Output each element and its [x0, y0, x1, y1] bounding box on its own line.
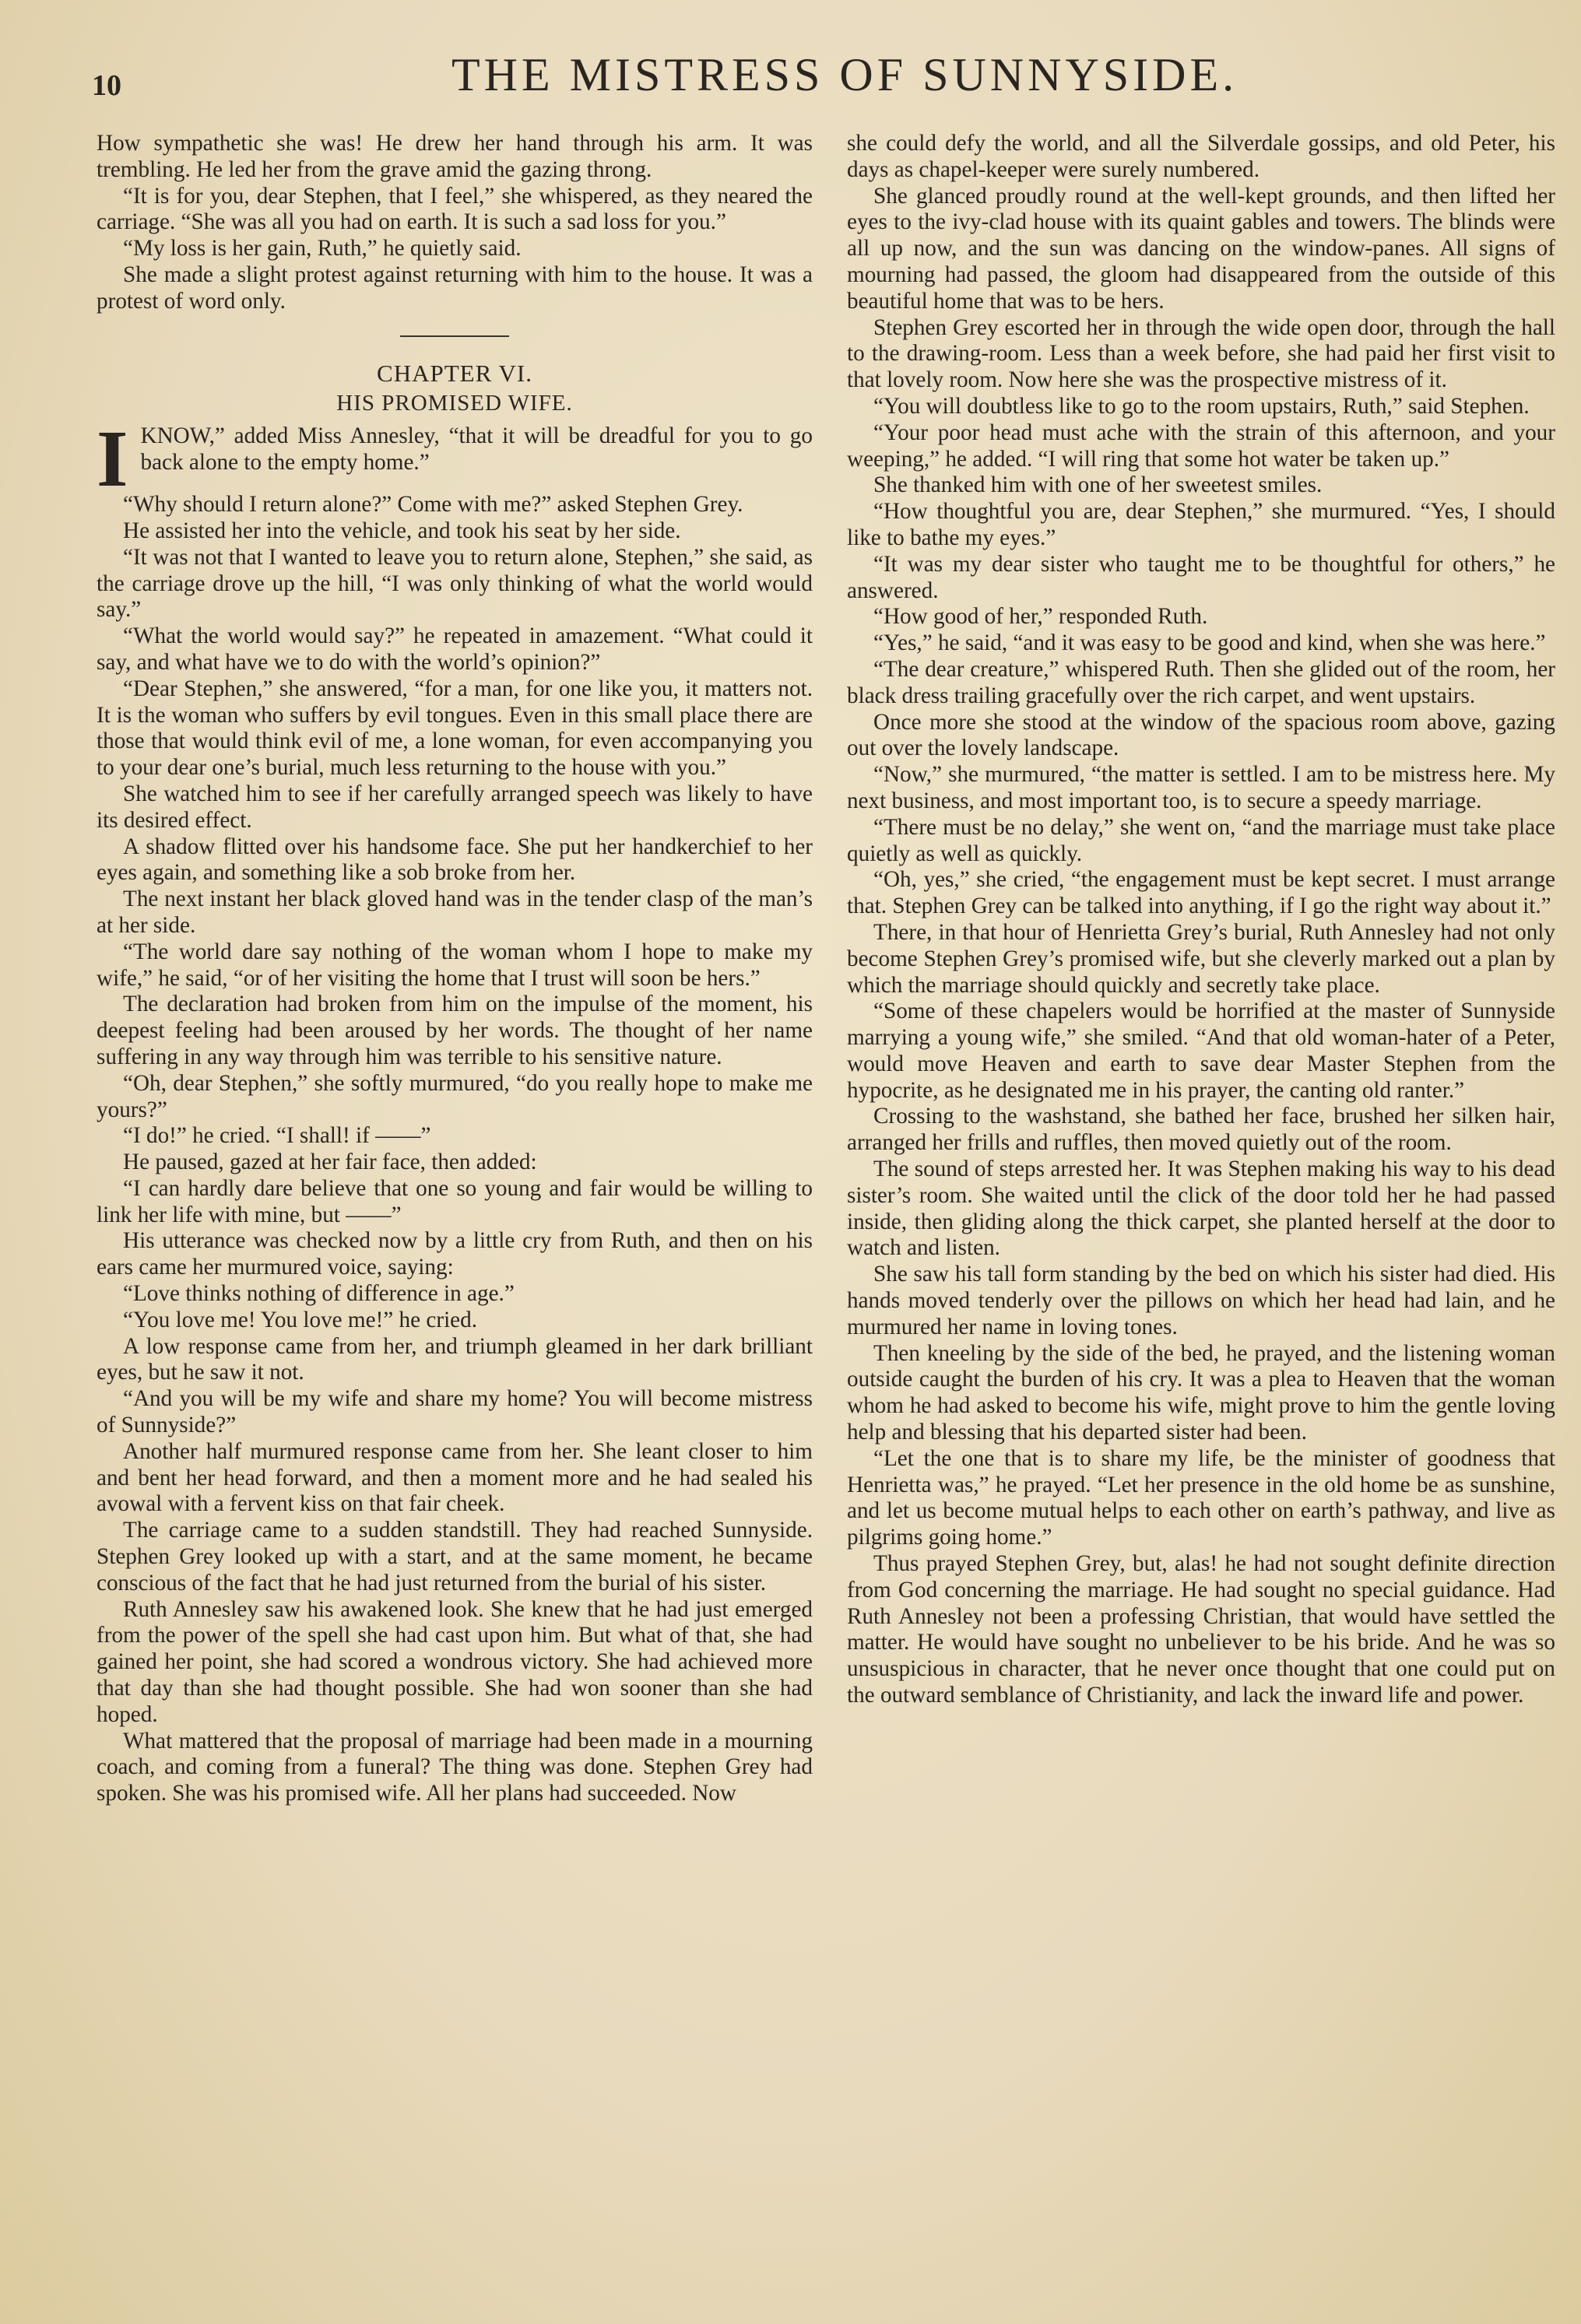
paragraph: The carriage came to a sudden standstill. They had reached Sunnyside. Stephen Grey looked up with a start, and at the same moment, he became conscious of the fact that he had just returned from the burial of his sister. [97, 1518, 813, 1596]
paragraph: “Oh, dear Stephen,” she softly murmured, “do you really hope to make me yours?” [97, 1070, 813, 1122]
chapter-number: CHAPTER VI. [377, 359, 532, 387]
paragraph: The declaration had broken from him on the impulse of the moment, his deepest feeling had been aroused by her words. The thought of her name suffering in any way through him was terrible to his sensitive nature. [97, 992, 813, 1069]
paragraph: “It was my dear sister who taught me to be thoughtful for others,” he answered. [847, 551, 1555, 603]
paragraph: “I can hardly dare believe that one so young and fair would be willing to link her life with mine, but ——” [97, 1175, 813, 1227]
paragraph: “The world dare say nothing of the woman whom I hope to make my wife,” he said, “or of her visiting the home that I trust will soon be hers.” [97, 939, 813, 991]
page-number: 10 [92, 69, 121, 102]
paragraph: “My loss is her gain, Ruth,” he quietly said. [123, 236, 522, 262]
paragraph: “Dear Stephen,” she answered, “for a man, for one like you, it matters not. It is the woman who suffers by evil tongues. Even in this small place there are those that would think evil of me, a lone woman, for even accompanying you to your dear one’s burial, much less returning to the house with you.” [97, 676, 813, 781]
paragraph: She watched him to see if her carefully arranged speech was likely to have its desired effect. [97, 781, 813, 833]
drop-cap: I [97, 423, 128, 493]
paragraph: She saw his tall form standing by the bed on which his sister had died. His hands moved tenderly over the pillows on which her head had lain, and he murmured her name in loving tones. [847, 1262, 1555, 1339]
paragraph: His utterance was checked now by a little cry from Ruth, and then on his ears came her murmured voice, saying: [97, 1228, 813, 1280]
paragraph: There, in that hour of Henrietta Grey’s burial, Ruth Annesley had not only become Stephen Grey’s promised wife, but she cleverly marked out a plan by which the marriage should quickly and secretly take place. [847, 919, 1555, 998]
paragraph: “It is for you, dear Stephen, that I feel,” she whispered, as they neared the carriage. “She was all you had on earth. It is such a sad loss for you.” [97, 183, 813, 235]
paragraph: Crossing to the washstand, she bathed her face, brushed her silken hair, arranged her frills and ruffles, then moved quietly out of the room. [847, 1104, 1555, 1156]
paragraph: She made a slight protest against returning with him to the house. It was a protest of word only. [97, 262, 813, 314]
paragraph: “You love me! You love me!” he cried. [123, 1307, 478, 1332]
paragraph: The sound of steps arrested her. It was Stephen making his way to his dead sister’s room. She waited until the click of the door told her he had passed inside, then gliding along the thick carpet, she planted herself at the door to watch and listen. [847, 1157, 1555, 1261]
paragraph: A low response came from her, and triumph gleamed in her dark brilliant eyes, but he saw it not. [97, 1333, 813, 1385]
paragraph: “There must be no delay,” she went on, “and the marriage must take place quietly as well as quickly. [847, 814, 1555, 866]
paragraph: He paused, gazed at her fair face, then added: [123, 1150, 537, 1175]
left-column [97, 131, 813, 1807]
paragraph: The next instant her black gloved hand was in the tender clasp of the man’s at her side. [97, 886, 813, 938]
right-paragraphs [847, 184, 1555, 1709]
paragraph: “Some of these chapelers would be horrified at the master of Sunnyside marrying a young wife,” she smiled. “And that old woman-hater of a Peter, would move Heaven and earth to save dear Master Stephen from the hypocrite, as he designated me in his prayer, the canting old ranter.” [847, 999, 1555, 1103]
paragraph: “Your poor head must ache with the strain of this afternoon, and your weeping,” he added. “I will ring that some hot water be taken up.” [847, 420, 1555, 472]
paragraph: What mattered that the proposal of marriage had been made in a mourning coach, and coming from a funeral? The thing was done. Stephen Grey had spoken. She was his promised wife. All her plans had succeeded. Now [97, 1728, 813, 1806]
paragraph: How sympathetic she was! He drew her hand through his arm. It was trembling. He led her from the grave amid the gazing throng. [97, 131, 813, 182]
paragraph: “The dear creature,” whispered Ruth. Then she glided out of the room, her black dress trailing gracefully over the rich carpet, and went upstairs. [847, 656, 1555, 708]
paragraph: “What the world would say?” he repeated in amazement. “What could it say, and what have we to do with the world’s opinion?” [97, 623, 813, 675]
paragraph: He assisted her into the vehicle, and took his seat by her side. [123, 518, 681, 543]
continued-paragraph: she could defy the world, and all the Silverdale gossips, and old Peter, his days as chapel-keeper were surely numbered. [847, 131, 1555, 182]
paragraph: Another half murmured response came from her. She leant closer to him and bent her head forward, and then a moment more and he had sealed his avowal with a fervent kiss on that fair cheek. [97, 1438, 813, 1517]
opening-paragraph: KNOW,” added Miss Annesley, “that it will be dreadful for you to go back alone to the empty home.” [140, 423, 813, 475]
chapter-title: HIS PROMISED WIFE. [336, 391, 573, 416]
paragraph: “I do!” he cried. “I shall! if ——” [123, 1123, 431, 1149]
paragraph: “And you will be my wife and share my home? You will become mistress of Sunnyside?” [97, 1386, 813, 1438]
before-chapter-text [97, 131, 813, 315]
paragraph: Ruth Annesley saw his awakened look. She knew that he had just emerged from the power of the spell she had cast upon him. But what of that, she had gained her point, she had scored a wondrous victory. She had achieved more that day than she had thought possible. She had won sooner than she had hoped. [97, 1596, 813, 1727]
paragraph: “It was not that I wanted to leave you to return alone, Stephen,” she said, as the carriage drove up the hill, “I was only thinking of what the world would say.” [97, 544, 813, 623]
paragraph: “Let the one that is to share my life, be the minister of goodness that Henrietta was,” he prayed. “Let her presence in the old home be as sunshine, and let us become mutual helps to each other on earth’s pathway, and live as pilgrims going home.” [847, 1445, 1555, 1550]
paragraph: She glanced proudly round at the well-kept grounds, and then lifted her eyes to the ivy-clad house with its quaint gables and towers. The blinds were all up now, and the sun was dancing on the window-panes. All signs of mourning had passed, the gloom had disappeared from the outside of this beautiful home that was to be hers. [847, 183, 1555, 314]
paragraph: Once more she stood at the window of the spacious room above, gazing out over the lovely landscape. [847, 709, 1555, 761]
paragraph: A shadow flitted over his handsome face. She put her handkerchief to her eyes again, and something like a sob broke from her. [97, 834, 813, 886]
paragraph: “Yes,” he said, “and it was easy to be good and kind, when she was here.” [873, 630, 1546, 656]
chapter-opening [97, 423, 813, 492]
paragraph: Thus prayed Stephen Grey, but, alas! he had not sought definite direction from God concerning the marriage. He had sought no special guidance. Had Ruth Annesley not been a professing Christian, that would have settled the matter. He would have sought no unbeliever to be his bride. And he was so unsuspicious in character, that he never once thought that one could put on the outward semblance of Christianity, and lack the inward life and power. [847, 1551, 1555, 1708]
paragraph: Then kneeling by the side of the bed, he prayed, and the listening woman outside caught the burden of his cry. It was a plea to Heaven that the woman whom he had asked to become his wife, might prove to him the gentle loving help and blessing that his departed sister had been. [847, 1340, 1555, 1445]
paragraph: “How good of her,” responded Ruth. [873, 604, 1208, 630]
paragraph: “Oh, yes,” she cried, “the engagement must be kept secret. I must arrange that. Stephen Grey can be talked into anything, if I go the right way about it.” [847, 867, 1555, 919]
left-paragraphs [97, 492, 813, 1807]
paragraph: “You will doubtless like to go to the room upstairs, Ruth,” said Stephen. [873, 393, 1530, 419]
paragraph: “Why should I return alone?” Come with me?” asked Stephen Grey. [123, 492, 743, 518]
right-column [847, 131, 1555, 1709]
paragraph: “How thoughtful you are, dear Stephen,” she murmured. “Yes, I should like to bathe my eyes.” [847, 499, 1555, 550]
paragraph: Stephen Grey escorted her in through the wide open door, through the hall to the drawing-room. Less than a week before, she had paid her first visit to that lovely room. Now here she was the prospective mistress of it. [847, 314, 1555, 393]
paragraph: “Now,” she murmured, “the matter is settled. I am to be mistress here. My next business, and most important too, is to secure a speedy marriage. [847, 762, 1555, 813]
paragraph: “Love thinks nothing of difference in age.” [123, 1281, 515, 1307]
section-divider [400, 335, 509, 337]
running-title: THE MISTRESS OF SUNNYSIDE. [451, 49, 1238, 100]
paragraph: She thanked him with one of her sweetest smiles. [873, 472, 1323, 498]
